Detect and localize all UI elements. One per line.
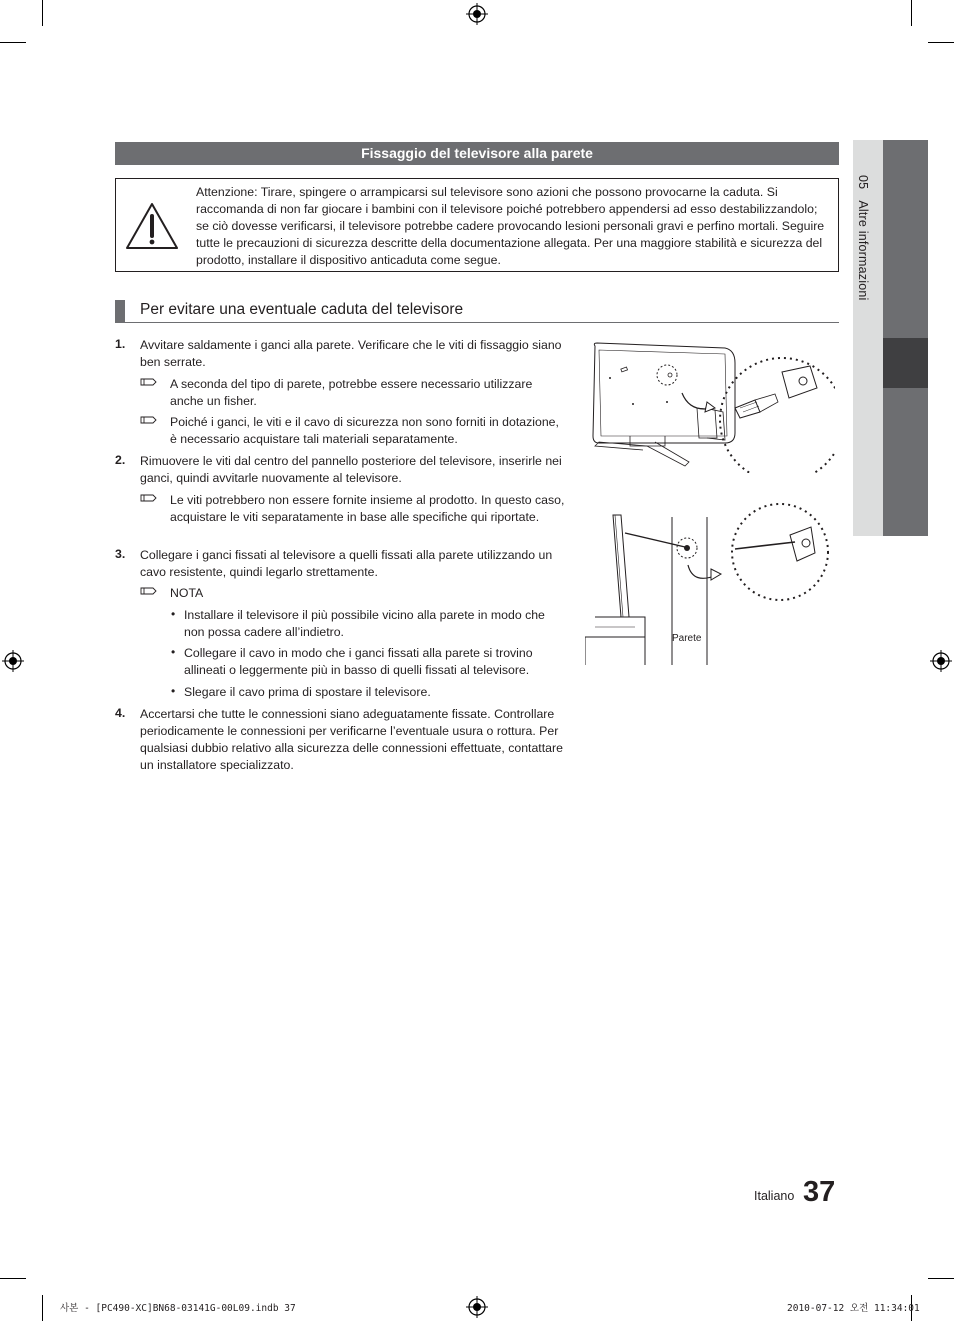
bullet-dot: • (171, 645, 176, 659)
warning-label: Attenzione (196, 185, 255, 199)
warning-body: : Tirare, spingere o arrampicarsi sul televisore sono azioni che possono provocarne la caduta. Si raccomanda di non far giocare i bambini con il televisore poiché potrebbero appendersi ad esso destabilizzandolo; se ciò dovesse verificarsi, il televisore potrebbe cadere provocando lesioni personali gravi e perfino mortali. Seguire tutte le precauzioni di sicurezza descritte della documentazione allegata. Per una maggiore stabilità e sicurezza del prodotto, installare il dispositivo anticaduta come segue. (196, 185, 825, 267)
side-tab-dark (883, 140, 928, 338)
step-number: 2. (115, 453, 126, 467)
side-tab-active (883, 338, 928, 388)
step-number: 1. (115, 337, 126, 351)
warning-box (115, 178, 839, 272)
warning-triangle-icon (124, 201, 180, 251)
footer-file-info: 사본 - [PC490-XC]BN68-03141G-00L09.indb 37 (60, 1303, 296, 1314)
note-pencil-icon (140, 375, 158, 389)
crop-mark (928, 1278, 954, 1279)
crop-mark (928, 42, 954, 43)
tv-wall-cable-illustration (585, 497, 835, 665)
step-text: Rimuovere le viti dal centro del pannello posteriore del televisore, inserirle nei ganci, quindi avvitarle nuovamente al televisore. (140, 454, 562, 485)
warning-text (196, 184, 828, 269)
page-language: Italiano (754, 1189, 795, 1203)
registration-mark-icon (466, 3, 488, 25)
bullet-dot: • (171, 684, 176, 698)
note-text: Le viti potrebbero non essere fornite insieme al prodotto. In questo caso, acquistare le viti separatamente in base alle specifiche qui riportate. (170, 493, 565, 524)
subheading-marker (115, 300, 125, 322)
registration-mark-icon (466, 1296, 488, 1318)
note-text: A seconda del tipo di parete, potrebbe essere necessario utilizzare anche un fisher. (170, 377, 533, 408)
side-tab-label (856, 175, 870, 301)
side-tab-number: 05 (856, 175, 870, 190)
section-title: Fissaggio del televisore alla parete (115, 142, 839, 165)
note-pencil-icon (140, 584, 158, 598)
bullet-dot: • (171, 607, 176, 621)
step-number: 3. (115, 547, 126, 561)
note-pencil-icon (140, 413, 158, 427)
subheading: Per evitare una eventuale caduta del televisore (140, 301, 464, 318)
step-text: Accertarsi che tutte le connessioni siano adeguatamente fissate. Controllare periodicamente le connessioni per verificarne l’eventuale usura o rottura. Per qualsiasi dubbio relativo alla sicurezza delle connessioni effettuate, contattare un installatore specializzato. (140, 707, 563, 772)
registration-mark-icon (2, 650, 24, 672)
side-tab-dark (883, 388, 928, 536)
note-text: Poiché i ganci, le viti e il cavo di sicurezza non sono forniti in dotazione, è necessario acquistare tali materiali separatamente. (170, 415, 559, 446)
step-text: Collegare i ganci fissati al televisore a quelli fissati alla parete utilizzando un cavo resistente, quindi legarlo strettamente. (140, 548, 553, 579)
crop-mark (911, 0, 912, 26)
bullet-text: Installare il televisore il più possibile vicino alla parete in modo che non possa cadere all’indietro. (184, 608, 545, 639)
crop-mark (42, 1295, 43, 1321)
step-text: Avvitare saldamente i ganci alla parete. Verificare che le viti di fissaggio siano ben serrate. (140, 338, 562, 369)
step-number: 4. (115, 706, 126, 720)
registration-mark-icon (930, 650, 952, 672)
note-pencil-icon (140, 491, 158, 505)
footer-timestamp: 2010-07-12 오전 11:34:01 (787, 1303, 920, 1314)
note-label: NOTA (170, 586, 204, 600)
side-tab-text: Altre informazioni (856, 200, 870, 301)
crop-mark (0, 1278, 26, 1279)
wall-label: Parete (672, 633, 702, 644)
crop-mark (0, 42, 26, 43)
crop-mark (42, 0, 43, 26)
page-number: 37 (803, 1176, 836, 1208)
bullet-text: Slegare il cavo prima di spostare il televisore. (184, 685, 431, 699)
subheading-rule (115, 322, 839, 323)
bullet-text: Collegare il cavo in modo che i ganci fissati alla parete si trovino allineati o leggermente più in basso di quelli fissati al televisore. (184, 646, 533, 677)
tv-back-hook-illustration (585, 338, 835, 473)
